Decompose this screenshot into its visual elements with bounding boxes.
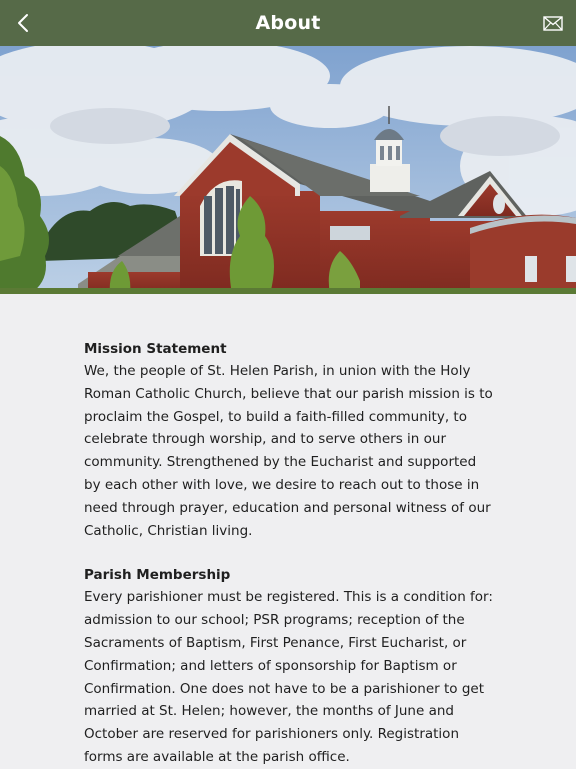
section-title: Mission Statement (84, 341, 227, 357)
section-body: Every parishioner must be registered. This is a condition for: admission to our school; PSR programs; reception of the Sacraments of Baptism, First Penance, First Eucharist, or Confirmation; and letters of sponsorship for Baptism or Confirmation. One does not have to be a parishioner to get married at St. Helen; however, the months of June and October are reserved for parishioners only. Registration forms are available at the parish office. (84, 589, 493, 765)
hero-image (0, 46, 576, 294)
page-title: About (255, 12, 321, 34)
envelope-icon (543, 16, 563, 31)
section-title: Parish Membership (84, 567, 231, 584)
church-photo (0, 46, 576, 294)
nav-bar (0, 0, 576, 46)
chevron-left-icon (16, 13, 30, 33)
mission-section (84, 338, 494, 542)
about-content (84, 338, 494, 769)
back-button[interactable] (10, 11, 36, 35)
membership-section (84, 564, 494, 768)
section-body: We, the people of St. Helen Parish, in union with the Holy Roman Catholic Church, believe that our parish mission is to proclaim the Gospel, to build a faith-filled community, to celebrate through worship, and to serve others in our community. Strengthened by the Eucharist and supported by each other with love, we desire to reach out to those in need through prayer, education and personal witness of our Catholic, Christian living. (84, 363, 493, 539)
mail-button[interactable] (542, 13, 564, 33)
